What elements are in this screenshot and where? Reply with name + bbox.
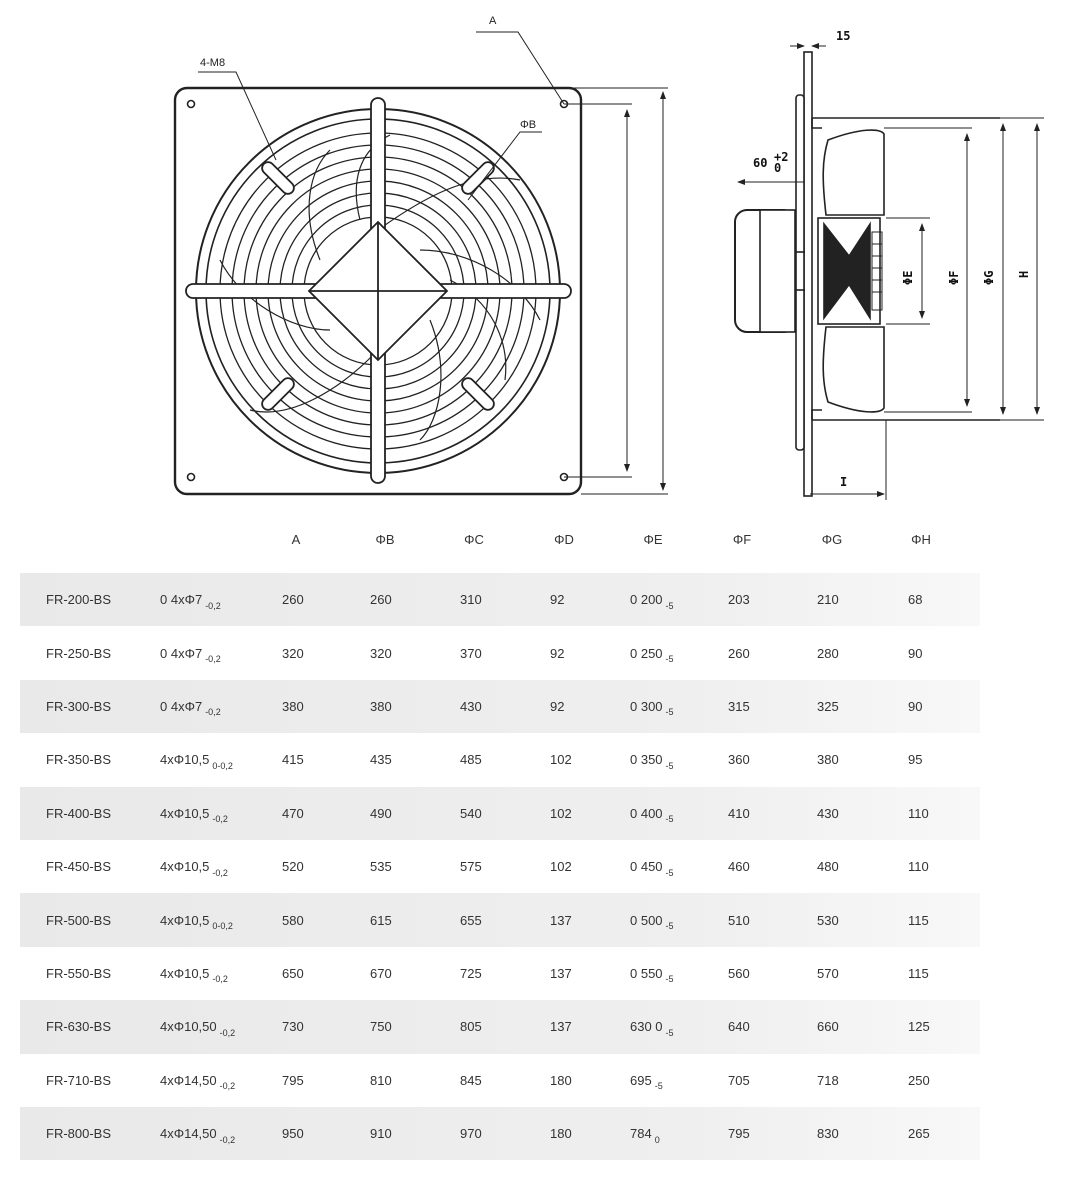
f-value: 795	[728, 1126, 750, 1142]
f-value: 510	[728, 912, 750, 928]
label-h: H	[1017, 270, 1031, 278]
e-cell	[630, 840, 674, 893]
model-cell	[46, 1000, 111, 1053]
h-value: 110	[908, 805, 929, 821]
c-value: 540	[460, 805, 482, 821]
bolt-value: 4xΦ10,5	[160, 965, 210, 981]
model-value: FR-250-BS	[46, 645, 112, 661]
g-value: 480	[817, 859, 839, 875]
c-value: 485	[460, 752, 482, 768]
d-cell	[550, 947, 572, 1000]
c-value: 310	[460, 592, 482, 608]
a-value: 380	[282, 698, 304, 714]
e-value: 0 450	[630, 859, 663, 875]
h-cell	[908, 733, 922, 786]
a-cell	[282, 787, 304, 840]
model-cell	[46, 840, 111, 893]
label-i: I	[840, 475, 848, 489]
f-value: 410	[728, 805, 750, 821]
g-cell	[817, 947, 839, 1000]
bolt-value: 4xΦ14,50	[160, 1072, 217, 1088]
dimensions-table	[20, 573, 980, 1160]
table-header	[0, 532, 1084, 554]
c-cell	[460, 1054, 482, 1107]
d-value: 102	[550, 805, 572, 821]
e-cell	[630, 573, 674, 626]
f-cell	[728, 893, 750, 946]
a-value: 795	[282, 1072, 304, 1088]
h-cell	[908, 1054, 930, 1107]
mounting-hole	[188, 474, 195, 481]
c-cell	[460, 1107, 482, 1160]
model-value: FR-630-BS	[46, 1019, 112, 1035]
label-e: ΦE	[901, 270, 915, 285]
e-cell	[630, 1000, 674, 1053]
c-value: 970	[460, 1126, 482, 1142]
e-value: 630 0	[630, 1019, 663, 1035]
b-value: 615	[370, 912, 392, 928]
model-cell	[46, 1107, 111, 1160]
bolt-value: 4xΦ14,50	[160, 1126, 217, 1142]
h-cell	[908, 573, 922, 626]
table-row	[20, 626, 980, 679]
bolt-tol-value: -0,2	[219, 1081, 236, 1092]
a-value: 520	[282, 859, 304, 875]
d-cell	[550, 893, 572, 946]
c-value: 430	[460, 698, 482, 714]
d-cell	[550, 1054, 572, 1107]
bolt-cell	[160, 626, 221, 679]
dim-flange: 15	[836, 29, 851, 43]
model-cell	[46, 787, 111, 840]
f-value: 560	[728, 965, 750, 981]
g-cell	[817, 787, 839, 840]
technical-drawing	[0, 0, 1084, 510]
c-cell	[460, 1000, 482, 1053]
mounting-hole	[188, 101, 195, 108]
a-cell	[282, 893, 304, 946]
g-value: 718	[817, 1072, 839, 1088]
h-value: 90	[908, 645, 923, 661]
dim-depth-sup: +2	[774, 150, 789, 164]
e-value: 0 500	[630, 912, 663, 928]
a-cell	[282, 680, 304, 733]
bolt-value: 4xΦ10,5	[160, 859, 210, 875]
h-value: 115	[908, 912, 929, 928]
g-value: 210	[817, 592, 839, 608]
g-value: 570	[817, 965, 839, 981]
c-value: 575	[460, 859, 482, 875]
blade-side-bottom	[823, 327, 884, 412]
header-phie: ΦE	[643, 532, 663, 547]
g-cell	[817, 733, 839, 786]
d-value: 137	[550, 965, 572, 981]
f-cell	[728, 947, 750, 1000]
model-cell	[46, 626, 111, 679]
g-value: 280	[817, 645, 839, 661]
bolt-tol-value: -0,2	[212, 974, 228, 985]
header-phid: ΦD	[554, 532, 574, 547]
f-value: 260	[728, 645, 750, 661]
a-value: 650	[282, 965, 304, 981]
c-cell	[460, 893, 482, 946]
b-cell	[370, 626, 392, 679]
bolt-value: 4xΦ10,5	[160, 805, 210, 821]
bolt-tol-value: -0,2	[219, 1027, 236, 1038]
model-cell	[46, 573, 111, 626]
f-value: 315	[728, 698, 750, 714]
label-phib: ΦB	[520, 119, 537, 131]
bolt-value: 4xΦ10,5	[160, 752, 210, 768]
header-phif: ΦF	[732, 532, 752, 547]
b-value: 810	[370, 1072, 392, 1088]
g-cell	[817, 1054, 839, 1107]
d-value: 92	[550, 698, 565, 714]
h-value: 68	[908, 592, 923, 608]
a-cell	[282, 840, 304, 893]
d-cell	[550, 1107, 572, 1160]
e-tol-value: -5	[665, 814, 674, 825]
f-cell	[728, 840, 750, 893]
a-value: 580	[282, 912, 304, 928]
a-cell	[282, 947, 304, 1000]
dim-depth: 60	[753, 156, 768, 170]
b-cell	[370, 840, 392, 893]
bolt-cell	[160, 733, 233, 786]
bolt-cell	[160, 840, 228, 893]
a-value: 470	[282, 805, 304, 821]
d-cell	[550, 1000, 572, 1053]
b-value: 260	[370, 592, 392, 608]
e-tol-value: -5	[665, 707, 674, 718]
header-phic: ΦC	[464, 532, 484, 547]
label-a: A	[489, 15, 497, 27]
header-a: A	[291, 532, 301, 547]
e-cell	[630, 1107, 660, 1160]
table-row	[20, 947, 980, 1000]
g-cell	[817, 626, 839, 679]
blade-side-top	[823, 130, 884, 215]
model-value: FR-200-BS	[46, 592, 112, 608]
bolt-cell	[160, 1107, 235, 1160]
e-value: 0 300	[630, 698, 663, 714]
h-value: 95	[908, 752, 923, 768]
table-row	[20, 893, 980, 946]
h-value: 250	[908, 1072, 930, 1088]
f-cell	[728, 1000, 750, 1053]
a-cell	[282, 573, 304, 626]
bolt-cell	[160, 573, 221, 626]
g-cell	[817, 840, 839, 893]
g-cell	[817, 573, 839, 626]
b-value: 380	[370, 698, 392, 714]
e-cell	[630, 1054, 663, 1107]
bolt-tol-value: 0-0,2	[212, 921, 233, 932]
a-value: 950	[282, 1126, 304, 1142]
bolt-tol-value: 0-0,2	[212, 760, 233, 771]
f-value: 705	[728, 1072, 750, 1088]
header-phib: ΦB	[375, 532, 395, 547]
d-cell	[550, 680, 564, 733]
d-cell	[550, 787, 572, 840]
table-row	[20, 733, 980, 786]
d-value: 180	[550, 1072, 572, 1088]
f-value: 203	[728, 592, 750, 608]
bolt-cell	[160, 893, 233, 946]
e-value: 695	[630, 1072, 652, 1088]
h-cell	[908, 787, 929, 840]
a-value: 320	[282, 645, 304, 661]
e-tol-value: -5	[665, 974, 674, 985]
bolt-tol-value: -0,2	[205, 654, 221, 665]
bolt-cell	[160, 787, 228, 840]
a-value: 730	[282, 1019, 304, 1035]
c-value: 805	[460, 1019, 482, 1035]
dim-depth-sub: 0	[774, 161, 782, 175]
model-cell	[46, 1054, 111, 1107]
bolt-tol-value: -0,2	[219, 1134, 236, 1145]
b-cell	[370, 573, 392, 626]
f-value: 460	[728, 859, 750, 875]
table-row	[20, 1000, 980, 1053]
b-cell	[370, 733, 392, 786]
bolt-value: 4xΦ10,5	[160, 912, 210, 928]
f-cell	[728, 573, 750, 626]
b-value: 490	[370, 805, 392, 821]
label-g: ΦG	[982, 270, 996, 285]
b-cell	[370, 1000, 392, 1053]
c-value: 655	[460, 912, 482, 928]
e-value: 0 400	[630, 805, 663, 821]
b-cell	[370, 787, 392, 840]
b-cell	[370, 1107, 392, 1160]
h-cell	[908, 1000, 930, 1053]
g-value: 430	[817, 805, 839, 821]
h-cell	[908, 947, 929, 1000]
model-value: FR-800-BS	[46, 1126, 112, 1142]
b-cell	[370, 893, 392, 946]
a-cell	[282, 1107, 304, 1160]
g-value: 660	[817, 1019, 839, 1035]
b-value: 910	[370, 1126, 392, 1142]
model-value: FR-300-BS	[46, 698, 112, 714]
model-cell	[46, 733, 111, 786]
b-cell	[370, 1054, 392, 1107]
e-tol-value: -5	[665, 867, 674, 878]
model-value: FR-350-BS	[46, 752, 112, 768]
a-value: 415	[282, 752, 304, 768]
a-cell	[282, 626, 304, 679]
f-value: 640	[728, 1019, 750, 1035]
f-cell	[728, 733, 750, 786]
f-cell	[728, 1054, 750, 1107]
front-view	[175, 88, 581, 494]
h-value: 110	[908, 859, 929, 875]
e-cell	[630, 787, 674, 840]
f-cell	[728, 626, 750, 679]
d-value: 102	[550, 752, 572, 768]
model-value: FR-400-BS	[46, 805, 112, 821]
c-value: 845	[460, 1072, 482, 1088]
h-value: 90	[908, 698, 923, 714]
e-cell	[630, 626, 674, 679]
table-row	[20, 787, 980, 840]
c-cell	[460, 947, 482, 1000]
d-value: 137	[550, 912, 572, 928]
bolt-cell	[160, 1000, 235, 1053]
g-cell	[817, 893, 839, 946]
b-value: 435	[370, 752, 392, 768]
h-cell	[908, 840, 929, 893]
c-value: 725	[460, 965, 482, 981]
e-tol-value: -5	[654, 1081, 663, 1092]
g-cell	[817, 1107, 839, 1160]
e-value: 0 550	[630, 965, 663, 981]
bolt-cell	[160, 680, 221, 733]
g-value: 530	[817, 912, 839, 928]
g-value: 830	[817, 1126, 839, 1142]
bolt-tol-value: -0,2	[212, 867, 228, 878]
f-value: 360	[728, 752, 750, 768]
b-value: 670	[370, 965, 392, 981]
a-cell	[282, 1054, 304, 1107]
b-cell	[370, 947, 392, 1000]
a-cell	[282, 733, 304, 786]
model-value: FR-500-BS	[46, 912, 112, 928]
b-value: 320	[370, 645, 392, 661]
e-tol-value: 0	[654, 1134, 660, 1145]
a-cell	[282, 1000, 304, 1053]
table-row	[20, 1054, 980, 1107]
bolt-value: 0 4xΦ7	[160, 592, 203, 608]
e-tol-value: -5	[665, 921, 674, 932]
header-phig: ΦG	[821, 532, 843, 547]
bolt-cell	[160, 947, 228, 1000]
a-value: 260	[282, 592, 304, 608]
e-cell	[630, 893, 674, 946]
d-value: 180	[550, 1126, 572, 1142]
h-cell	[908, 1107, 930, 1160]
side-flange	[804, 52, 812, 496]
d-value: 92	[550, 645, 565, 661]
bolt-cell	[160, 1054, 235, 1107]
label-f: ΦF	[947, 270, 961, 285]
table-row	[20, 573, 980, 626]
h-value: 265	[908, 1126, 930, 1142]
c-cell	[460, 840, 482, 893]
c-cell	[460, 680, 482, 733]
c-cell	[460, 573, 482, 626]
e-value: 0 200	[630, 592, 663, 608]
h-cell	[908, 626, 922, 679]
e-tol-value: -5	[665, 760, 674, 771]
e-value: 784	[630, 1126, 652, 1142]
g-cell	[817, 1000, 839, 1053]
h-cell	[908, 680, 922, 733]
b-value: 535	[370, 859, 392, 875]
bolt-tol-value: -0,2	[205, 600, 221, 611]
d-cell	[550, 840, 572, 893]
model-value: FR-550-BS	[46, 965, 112, 981]
model-cell	[46, 680, 111, 733]
g-value: 380	[817, 752, 839, 768]
bolt-tol-value: -0,2	[205, 707, 221, 718]
bolt-value: 0 4xΦ7	[160, 645, 203, 661]
d-value: 137	[550, 1019, 572, 1035]
h-value: 125	[908, 1019, 930, 1035]
b-value: 750	[370, 1019, 392, 1035]
e-tol-value: -5	[665, 600, 674, 611]
e-cell	[630, 680, 674, 733]
g-value: 325	[817, 698, 839, 714]
c-value: 370	[460, 645, 482, 661]
f-cell	[728, 680, 750, 733]
e-tol-value: -5	[665, 654, 674, 665]
h-cell	[908, 893, 929, 946]
c-cell	[460, 787, 482, 840]
model-value: FR-450-BS	[46, 859, 112, 875]
d-value: 102	[550, 859, 572, 875]
model-cell	[46, 947, 111, 1000]
bolt-value: 4xΦ10,50	[160, 1019, 217, 1035]
e-value: 0 250	[630, 645, 663, 661]
g-cell	[817, 680, 839, 733]
table-row	[20, 1107, 980, 1160]
d-cell	[550, 626, 564, 679]
bolt-tol-value: -0,2	[212, 814, 228, 825]
bolt-value: 0 4xΦ7	[160, 698, 203, 714]
d-cell	[550, 573, 564, 626]
d-value: 92	[550, 592, 565, 608]
e-cell	[630, 947, 674, 1000]
label-bolts: 4-M8	[200, 57, 226, 69]
model-value: FR-710-BS	[46, 1072, 112, 1088]
header-phih: ΦH	[911, 532, 931, 547]
model-cell	[46, 893, 111, 946]
e-tol-value: -5	[665, 1027, 674, 1038]
f-cell	[728, 787, 750, 840]
e-value: 0 350	[630, 752, 663, 768]
h-value: 115	[908, 965, 929, 981]
table-row	[20, 680, 980, 733]
f-cell	[728, 1107, 750, 1160]
motor-hub	[309, 222, 447, 360]
front-annotations	[198, 32, 668, 494]
b-cell	[370, 680, 392, 733]
c-cell	[460, 733, 482, 786]
e-cell	[630, 733, 674, 786]
d-cell	[550, 733, 572, 786]
c-cell	[460, 626, 482, 679]
table-row	[20, 840, 980, 893]
